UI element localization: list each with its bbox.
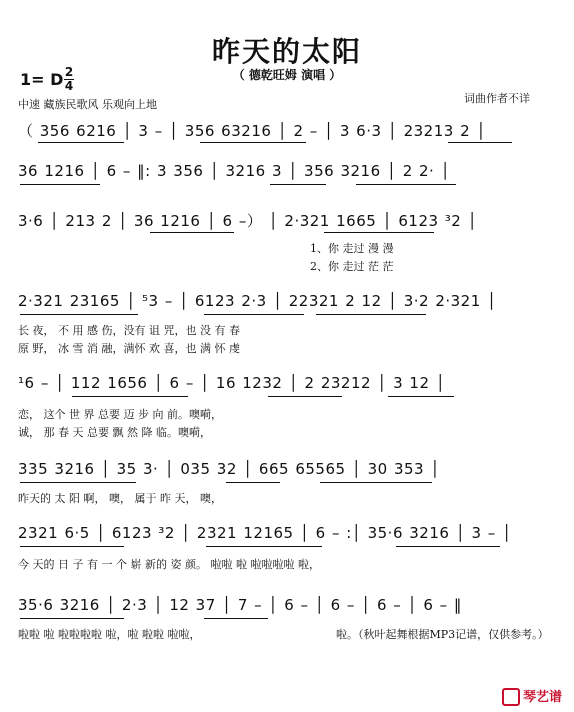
lyrics-system-4-verse-2: 原 野， 冰 雪 消 融，满怀 欢 喜，也 满 怀 虔 — [18, 342, 240, 355]
lyrics-system-8-verse-1: 啦啦 啦 啦啦啦啦 啦，啦 啦啦 啦啦， — [18, 628, 201, 641]
lyrics-system-3-verse-1: 1、你 走过 漫 漫 — [310, 242, 394, 255]
beam-line — [448, 142, 512, 143]
score-system-5-notes: ¹6 – │ 112 1656 │ 6 – │ 16 1232 │ 2 23212 │ 3 12 │ — [18, 374, 446, 392]
beam-line — [316, 314, 426, 315]
beam-line — [204, 618, 268, 619]
time-signature — [64, 66, 74, 93]
beam-line — [20, 314, 138, 315]
beam-line — [72, 396, 188, 397]
beam-line — [20, 618, 124, 619]
beam-line — [270, 184, 326, 185]
score-system-4-notes: 2·321 23165 │ ⁵3 – │ 6123 2·3 │ 22321 2 12 │ 3·2 2·321 │ — [18, 292, 497, 310]
qinyipu-logo-icon — [502, 688, 520, 706]
watermark-text: 琴艺谱 — [522, 690, 562, 705]
lyrics-system-5-verse-2: 诚， 那 春 天 总要 飘 然 降 临。噢嗬， — [18, 426, 211, 439]
key-signature: 1= D — [20, 70, 64, 89]
beam-line — [150, 232, 234, 233]
lyrics-system-5-verse-1: 恋， 这个 世 界 总要 迈 步 向 前。噢嗬， — [18, 408, 222, 421]
performer-subtitle: （ 德乾旺姆 演唱 ） — [232, 68, 342, 82]
beam-line — [356, 184, 456, 185]
beam-line — [396, 546, 500, 547]
tempo-marking: 中速 藏族民歌风 乐观向上地 — [18, 98, 157, 111]
lyrics-system-6-verse-1: 昨天的 太 阳 啊， 噢， 属于 昨 天， 噢， — [18, 492, 222, 505]
score-system-3-notes: 3·6 │ 213 2 │ 36 1216 │ 6 –） │ 2·321 1665 │ 6123 ³2 │ — [18, 212, 478, 230]
lyrics-system-8-footnote: 啦。（秋叶起舞根据MP3记谱，仅供参考。） — [336, 628, 549, 641]
composer-credit: 词曲作者不详 — [464, 92, 530, 105]
lyrics-system-3-verse-2: 2、你 走过 茫 茫 — [310, 260, 394, 273]
watermark-logo — [502, 686, 562, 707]
beam-line — [20, 184, 100, 185]
beam-line — [206, 546, 322, 547]
lyrics-system-4-verse-1: 长 夜， 不 用 感 伤，没有 诅 咒，也 没 有 春 — [18, 324, 240, 337]
time-signature-top: 2 — [64, 65, 74, 79]
score-system-6-notes: 335 3216 │ 35 3· │ 035 32 │ 665 65565 │ 30 353 │ — [18, 460, 440, 478]
beam-line — [200, 142, 306, 143]
score-system-8-notes: 35·6 3216 │ 2·3 │ 12 37 │ 7 – │ 6 – │ 6 – │ 6 – │ 6 – ‖ — [18, 596, 462, 614]
song-title: 昨天的太阳 — [211, 35, 362, 68]
beam-line — [268, 396, 342, 397]
beam-line — [324, 232, 434, 233]
beam-line — [226, 482, 280, 483]
time-signature-bottom: 4 — [64, 79, 74, 93]
score-system-1-notes: （ 356 6216 │ 3 – │ 356 63216 │ 2 – │ 3 6·3 │ 23213 2 │ — [18, 122, 486, 140]
score-system-7-notes: 2321 6·5 │ 6123 ³2 │ 2321 12165 │ 6 – :│ 35·6 3216 │ 3 – │ — [18, 524, 512, 542]
beam-line — [20, 546, 124, 547]
beam-line — [204, 314, 304, 315]
beam-line — [320, 482, 432, 483]
beam-line — [20, 482, 136, 483]
score-system-2-notes: 36 1216 │ 6 – ‖: 3 356 │ 3216 3 │ 356 3216 │ 2 2· │ — [18, 162, 451, 180]
beam-line — [388, 396, 454, 397]
beam-line — [38, 142, 124, 143]
lyrics-system-7-verse-1: 今 天的 日 子 有 一 个 崭 新的 姿 颜。 啦啦 啦 啦啦啦啦 啦， — [18, 558, 320, 571]
